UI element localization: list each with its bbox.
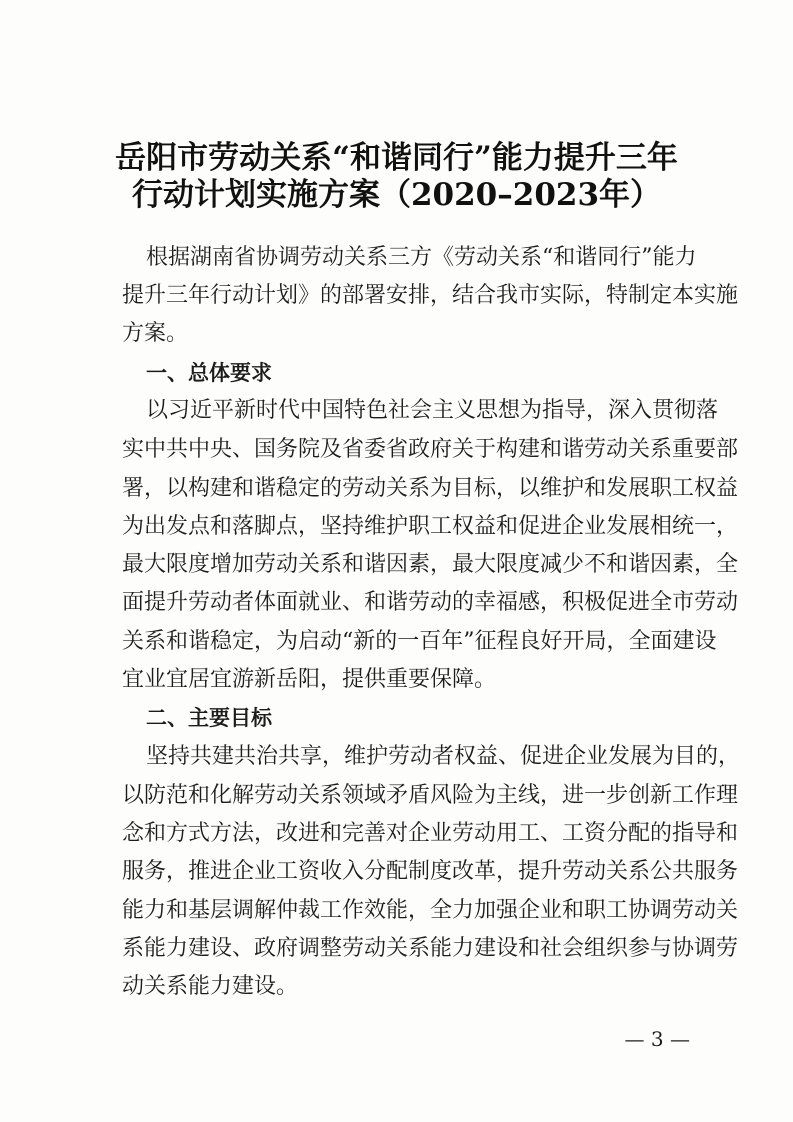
intro-line: 根据湖南省协调劳动关系三方《劳动关系“和谐同行”能力 xyxy=(146,245,697,270)
paragraph-line: 宜业宜居宜游新岳阳，提供重要保障。 xyxy=(122,667,497,692)
paragraph-line: 署，以构建和谐稳定的劳动关系为目标，以维护和发展职工权益 xyxy=(122,476,739,501)
paragraph-line: 能力和基层调解仲裁工作效能，全力加强企业和职工协调劳动关 xyxy=(122,898,739,923)
section-heading-general-requirements: 一、总体要求 xyxy=(146,361,272,385)
paragraph-line: 面提升劳动者体面就业、和谐劳动的幸福感，积极促进全市劳动 xyxy=(122,590,739,615)
document-title-line-2: 行动计划实施方案（2020–2023年） xyxy=(131,177,662,213)
paragraph-line: 以习近平新时代中国特色社会主义思想为指导，深入贯彻落 xyxy=(146,398,719,423)
page-number: — 3 — xyxy=(624,1027,690,1051)
paragraph-line: 坚持共建共治共享，维护劳动者权益、促进企业发展为目的， xyxy=(146,744,741,769)
paragraph-line: 实中共中央、国务院及省委省政府关于构建和谐劳动关系重要部 xyxy=(122,437,739,462)
paragraph-line: 关系和谐稳定，为启动“新的一百年”征程良好开局，全面建设 xyxy=(122,629,717,654)
paragraph-line: 系能力建设、政府调整劳动关系能力建设和社会组织参与协调劳 xyxy=(122,936,739,961)
document-title-line-1: 岳阳市劳动关系“和谐同行”能力提升三年 xyxy=(115,140,678,176)
paragraph-line: 服务，推进企业工资收入分配制度改革，提升劳动关系公共服务 xyxy=(122,859,739,884)
section-heading-main-goals: 二、主要目标 xyxy=(146,706,272,730)
intro-line: 方案。 xyxy=(122,321,189,346)
intro-line: 提升三年行动计划》的部署安排，结合我市实际，特制定本实施 xyxy=(122,283,739,308)
paragraph-line: 念和方式方法，改进和完善对企业劳动用工、工资分配的指导和 xyxy=(122,821,739,846)
paragraph-line: 动关系能力建设。 xyxy=(122,974,299,999)
paragraph-line: 以防范和化解劳动关系领域矛盾风险为主线，进一步创新工作理 xyxy=(122,783,739,808)
paragraph-line: 最大限度增加劳动关系和谐因素，最大限度减少不和谐因素，全 xyxy=(122,552,739,577)
paragraph-line: 为出发点和落脚点，坚持维护职工权益和促进企业发展相统一， xyxy=(122,514,739,539)
